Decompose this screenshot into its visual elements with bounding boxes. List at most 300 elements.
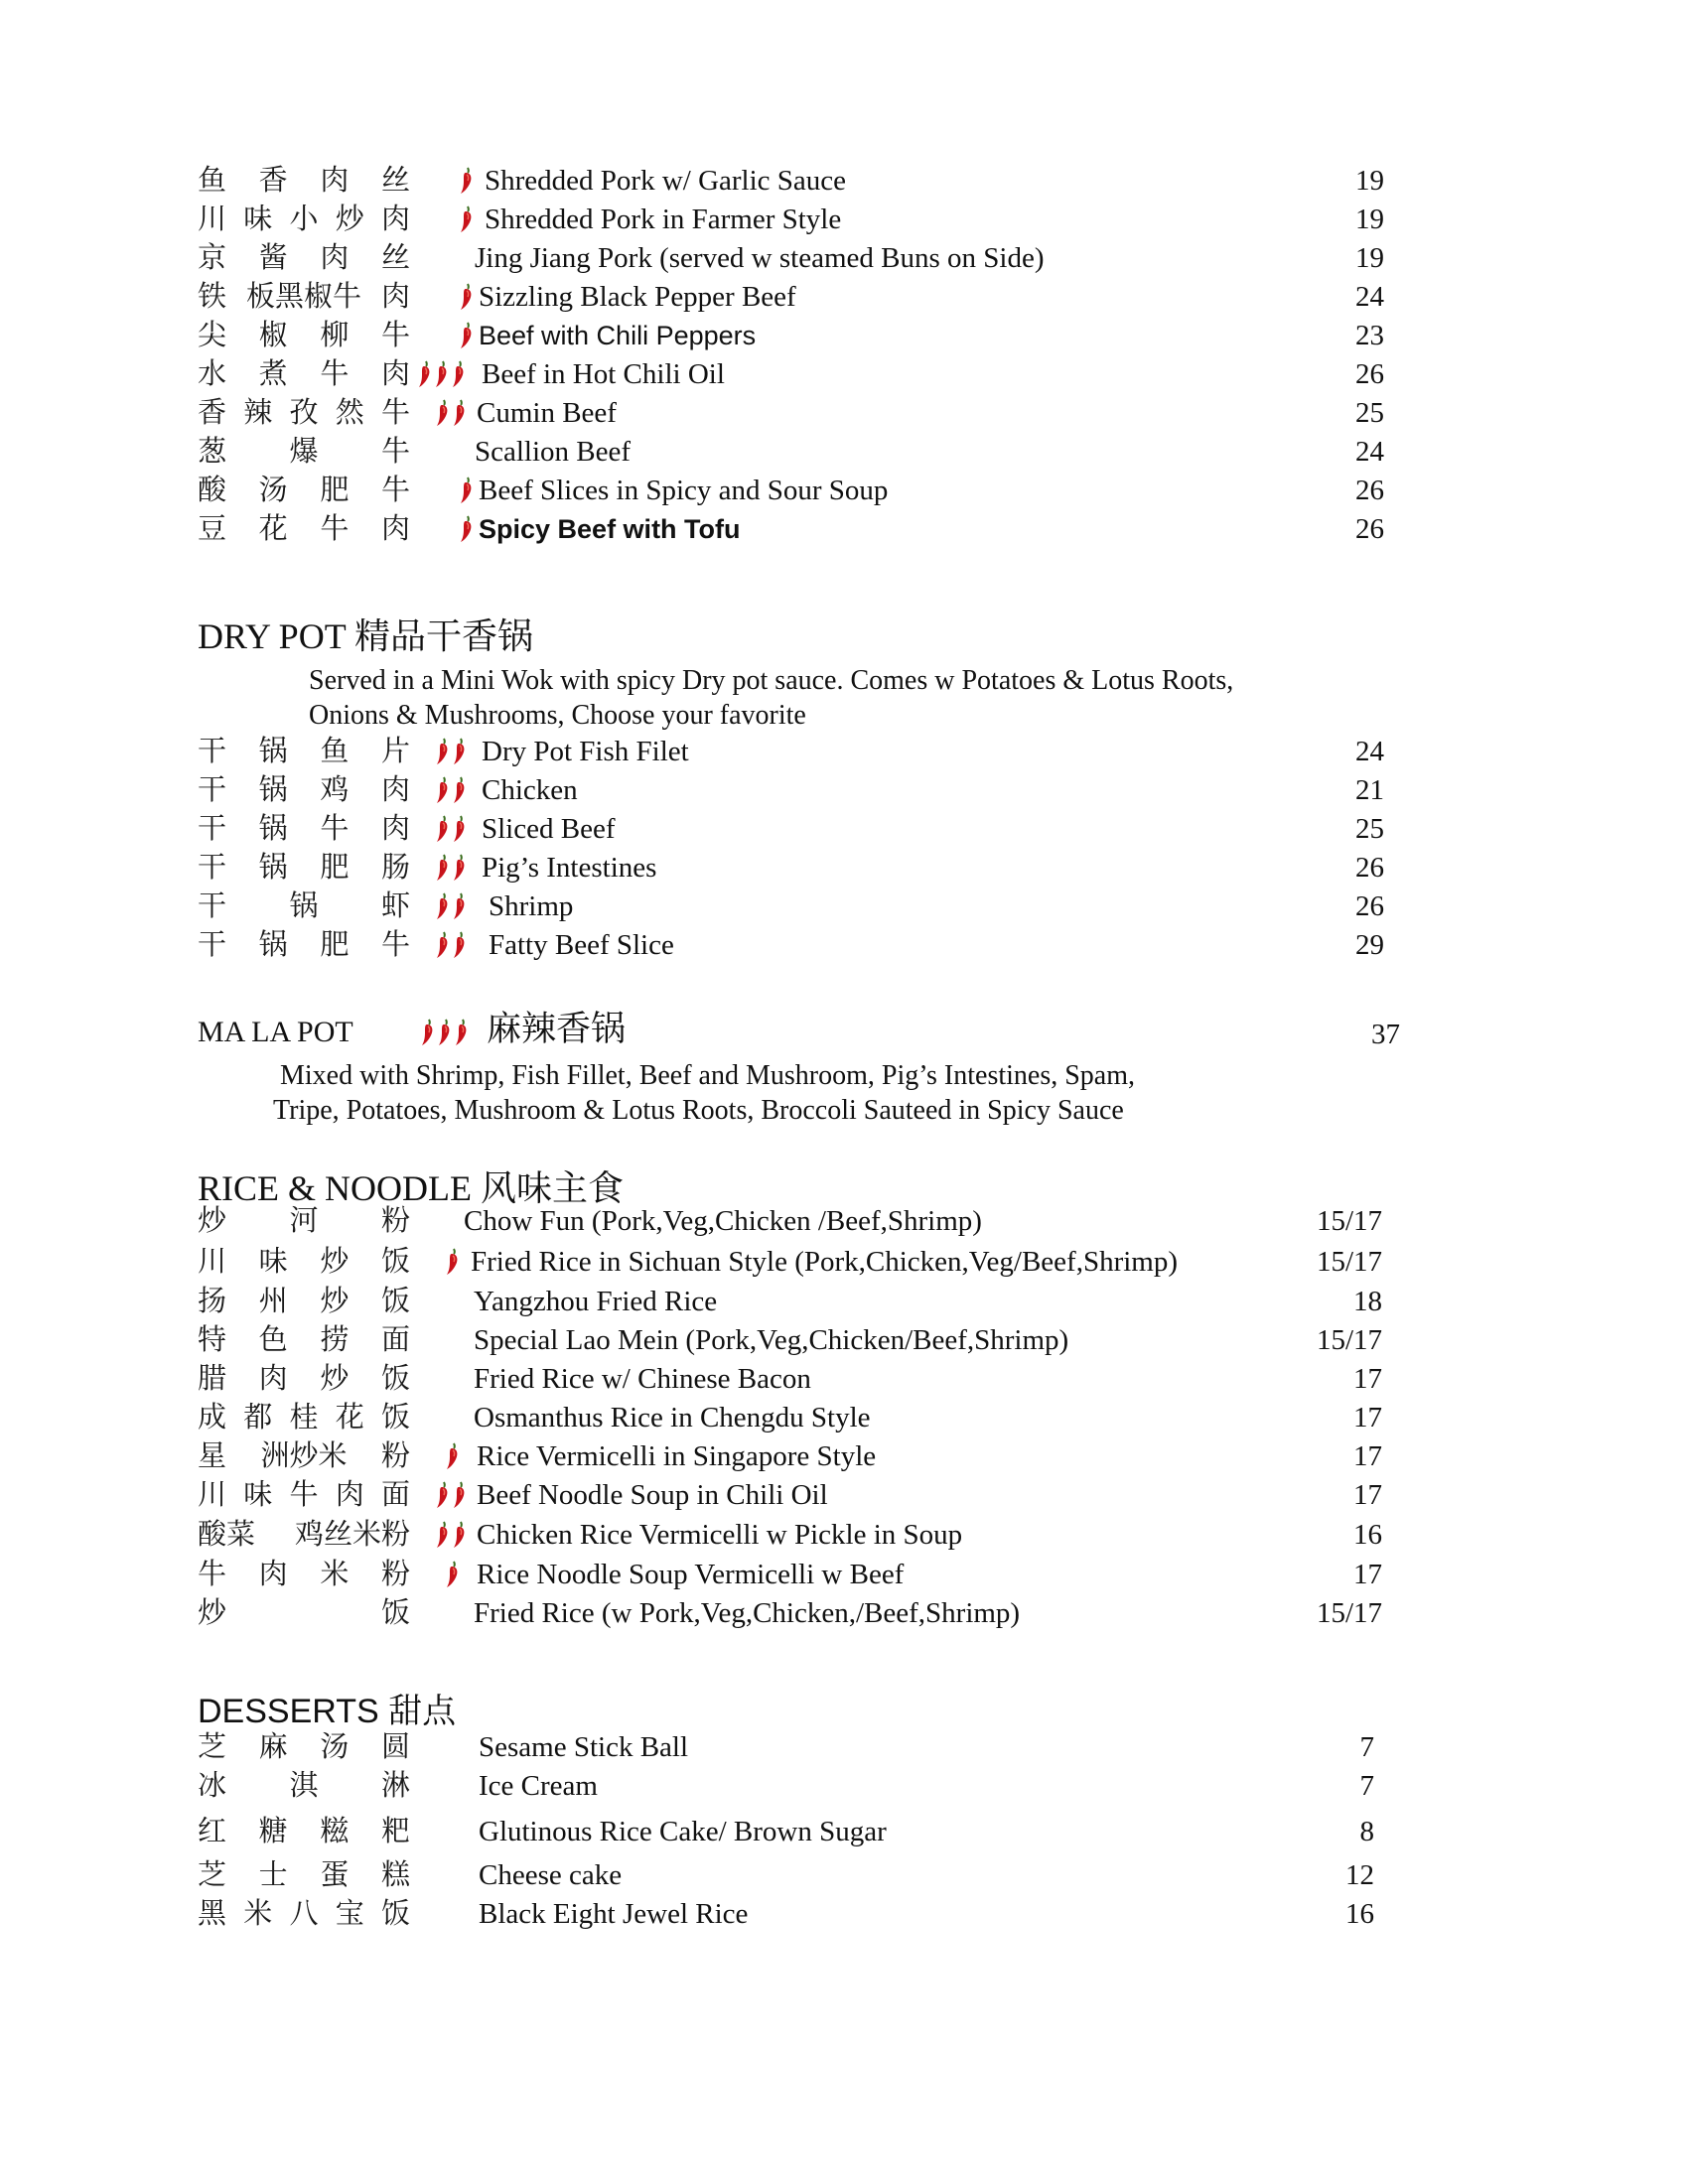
menu-item	[0, 1398, 1688, 1437]
item-chinese-name	[198, 1593, 410, 1633]
spice-level	[445, 1442, 460, 1470]
spice-level	[459, 322, 474, 349]
item-chinese-name	[198, 770, 410, 810]
item-chinese-name	[198, 354, 410, 394]
chinese-character: 汤	[258, 475, 288, 506]
chinese-character: 豆	[198, 513, 227, 545]
chinese-character: 香	[258, 165, 288, 197]
item-price: 19	[1355, 165, 1384, 197]
chili-pepper-icon	[459, 477, 474, 504]
spice-level	[435, 1481, 467, 1509]
item-chinese-name	[198, 1766, 410, 1806]
chili-pepper-icon	[435, 815, 450, 843]
chinese-character: 香	[198, 397, 227, 429]
chinese-character: 肥	[320, 852, 350, 884]
chinese-character: 扬	[198, 1286, 227, 1317]
item-price: 26	[1355, 852, 1384, 884]
chinese-character: 锅	[289, 890, 319, 922]
item-chinese-name	[198, 277, 410, 317]
chinese-character: 淇	[289, 1770, 319, 1802]
dry-pot-heading: DRY POT 精品干香锅	[198, 616, 534, 656]
menu-item	[0, 432, 1688, 472]
item-price: 8	[1359, 1816, 1374, 1847]
spice-level	[435, 1521, 467, 1549]
chinese-character: 川	[198, 1479, 227, 1511]
ma-la-pot-description-line: Mixed with Shrimp, Fish Fillet, Beef and Mushroom, Pig’s Intestines, Spam,	[280, 1060, 1135, 1091]
chinese-character: 捞	[320, 1324, 350, 1356]
item-chinese-name	[198, 809, 410, 849]
spice-level	[435, 399, 467, 427]
chinese-character: 炒	[198, 1205, 227, 1237]
chinese-character: 水	[198, 358, 227, 390]
item-english-name: Cumin Beef	[477, 397, 617, 429]
chili-pepper-icon	[451, 360, 466, 388]
item-price: 21	[1355, 774, 1384, 806]
chinese-character: 虾	[380, 890, 410, 922]
menu-item	[0, 1475, 1688, 1515]
menu-item	[0, 1320, 1688, 1360]
item-english-name: Black Eight Jewel Rice	[479, 1898, 749, 1930]
chinese-character: 粉	[380, 1440, 410, 1472]
chinese-character: 干	[198, 852, 227, 884]
chinese-character: 牛	[289, 1479, 319, 1511]
chinese-character: 红	[198, 1816, 227, 1847]
item-english-name: Scallion Beef	[475, 436, 632, 468]
menu-item	[0, 1282, 1688, 1321]
chinese-character: 川	[198, 1246, 227, 1278]
item-chinese-name	[198, 1812, 410, 1851]
chinese-character: 河	[289, 1205, 319, 1237]
item-price: 23	[1355, 320, 1384, 351]
chinese-character: 铁	[198, 281, 227, 313]
chili-pepper-icon	[452, 815, 467, 843]
item-chinese-name	[198, 887, 410, 926]
chinese-character: 牛	[320, 513, 350, 545]
chili-pepper-icon	[459, 167, 474, 195]
chinese-character: 柳	[320, 320, 350, 351]
item-chinese-name	[198, 732, 410, 771]
spice-level	[445, 1561, 460, 1588]
item-english-name: Cheese cake	[479, 1859, 623, 1891]
item-english-name: Shredded Pork w/ Garlic Sauce	[485, 165, 847, 197]
spice-level	[459, 515, 474, 543]
item-english-name: Rice Vermicelli in Singapore Style	[477, 1440, 877, 1472]
chinese-character: 肉	[380, 358, 410, 390]
chili-pepper-icon	[459, 205, 474, 233]
menu-item	[0, 238, 1688, 278]
chinese-character: 鸡	[320, 774, 350, 806]
chinese-character: 肥	[320, 475, 350, 506]
chinese-character: 肉	[258, 1559, 288, 1590]
chinese-character: 洲炒米	[260, 1440, 348, 1472]
spice-level	[417, 360, 466, 388]
chinese-character: 八	[289, 1898, 319, 1930]
chinese-character: 炒	[198, 1597, 227, 1629]
chili-pepper-icon	[435, 738, 450, 765]
ma-la-pot-description	[273, 1058, 1135, 1128]
item-price: 17	[1353, 1440, 1382, 1472]
menu-item	[0, 1515, 1688, 1555]
chili-pepper-icon	[459, 515, 474, 543]
chinese-character: 肉	[380, 813, 410, 845]
chinese-character: 黑	[198, 1898, 227, 1930]
chinese-character: 粉	[380, 1559, 410, 1590]
chinese-character: 粑	[380, 1816, 410, 1847]
ma-la-pot-price: 37	[1371, 1019, 1400, 1050]
spice-level	[435, 931, 467, 959]
chinese-character: 鸡丝米粉	[294, 1519, 410, 1551]
item-price: 17	[1353, 1363, 1382, 1395]
spice-level	[459, 283, 474, 311]
menu-item	[0, 1436, 1688, 1476]
menu-item	[0, 809, 1688, 849]
menu-item	[0, 200, 1688, 239]
chinese-character: 牛	[380, 929, 410, 961]
chili-pepper-icon	[454, 1019, 469, 1046]
chinese-character: 汤	[320, 1731, 350, 1763]
chinese-character: 川	[198, 204, 227, 235]
chinese-character: 成	[198, 1402, 227, 1433]
item-english-name: Shredded Pork in Farmer Style	[485, 204, 842, 235]
desserts-heading: DESSERTS 甜点	[198, 1693, 457, 1730]
item-english-name: Beef Noodle Soup in Chili Oil	[477, 1479, 828, 1511]
chili-pepper-icon	[452, 776, 467, 804]
chinese-character: 冰	[198, 1770, 227, 1802]
item-price: 26	[1355, 513, 1384, 545]
chinese-character: 牛	[380, 320, 410, 351]
item-english-name: Dry Pot Fish Filet	[482, 736, 689, 767]
chinese-character: 蛋	[320, 1859, 350, 1891]
chinese-character: 干	[198, 736, 227, 767]
menu-item	[0, 471, 1688, 510]
chinese-character: 星	[198, 1440, 227, 1472]
chili-pepper-icon	[435, 931, 450, 959]
menu-item	[0, 1593, 1688, 1633]
menu-item	[0, 887, 1688, 926]
chili-pepper-icon	[445, 1442, 460, 1470]
item-english-name: Sizzling Black Pepper Beef	[479, 281, 796, 313]
menu-item	[0, 1359, 1688, 1399]
menu-item	[0, 1242, 1688, 1282]
item-price: 15/17	[1316, 1205, 1382, 1237]
item-price: 17	[1353, 1402, 1382, 1433]
chinese-character: 花	[258, 513, 288, 545]
menu-item	[0, 925, 1688, 965]
chinese-character: 孜	[289, 397, 319, 429]
item-chinese-name	[198, 316, 410, 355]
item-english-name: Chow Fun (Pork,Veg,Chicken /Beef,Shrimp)	[464, 1205, 982, 1237]
chinese-character: 肉	[258, 1363, 288, 1395]
chili-pepper-icon	[437, 1019, 452, 1046]
chinese-character: 牛	[198, 1559, 227, 1590]
dry-pot-description	[309, 663, 1233, 733]
chinese-character: 丝	[380, 165, 410, 197]
item-english-name: Fried Rice in Sichuan Style (Pork,Chicken,Veg/Beef,Shrimp)	[471, 1246, 1179, 1278]
chili-pepper-icon	[452, 738, 467, 765]
menu-item	[0, 770, 1688, 810]
chinese-character: 肠	[380, 852, 410, 884]
chinese-character: 尖	[198, 320, 227, 351]
chinese-character: 都	[243, 1402, 273, 1433]
chinese-character: 煮	[258, 358, 288, 390]
ma-la-pot-description-line: Tripe, Potatoes, Mushroom & Lotus Roots, Broccoli Sauteed in Spicy Sauce	[273, 1095, 1124, 1126]
chinese-character: 酱	[258, 242, 288, 274]
ma-la-pot-row	[0, 1010, 1688, 1052]
chinese-character: 糕	[380, 1859, 410, 1891]
chinese-character: 色	[258, 1324, 288, 1356]
chili-pepper-icon	[435, 854, 450, 882]
chili-pepper-icon	[435, 399, 450, 427]
spice-level	[459, 477, 474, 504]
chili-pepper-icon	[452, 1521, 467, 1549]
chinese-character: 炒	[320, 1286, 350, 1317]
chinese-character: 辣	[243, 397, 273, 429]
item-chinese-name	[198, 200, 410, 239]
chinese-character: 饭	[380, 1286, 410, 1317]
menu-item	[0, 848, 1688, 887]
chinese-character: 桂	[289, 1402, 319, 1433]
item-price: 15/17	[1316, 1324, 1382, 1356]
chinese-character: 干	[198, 890, 227, 922]
item-english-name: Spicy Beef with Tofu	[479, 514, 741, 544]
item-chinese-name	[198, 1894, 410, 1934]
item-english-name: Yangzhou Fried Rice	[474, 1286, 718, 1317]
chinese-character: 饭	[380, 1246, 410, 1278]
item-price: 24	[1355, 436, 1384, 468]
item-chinese-name	[198, 1242, 410, 1282]
item-chinese-name	[198, 1282, 410, 1321]
chili-pepper-icon	[445, 1248, 460, 1276]
item-english-name: Ice Cream	[479, 1770, 598, 1802]
chili-pepper-icon	[435, 1521, 450, 1549]
item-chinese-name	[198, 393, 410, 433]
chinese-character: 锅	[258, 813, 288, 845]
item-english-name: Rice Noodle Soup Vermicelli w Beef	[477, 1559, 905, 1590]
menu-item	[0, 277, 1688, 317]
chinese-character: 味	[243, 1479, 273, 1511]
spice-level	[445, 1248, 460, 1276]
chinese-character: 锅	[258, 929, 288, 961]
chinese-character: 米	[320, 1559, 350, 1590]
chinese-character: 锅	[258, 736, 288, 767]
menu-item	[0, 161, 1688, 201]
menu-item	[0, 732, 1688, 771]
chinese-character: 米	[243, 1898, 273, 1930]
item-chinese-name	[198, 1436, 410, 1476]
spice-level	[435, 776, 467, 804]
chili-pepper-icon	[452, 854, 467, 882]
chinese-character: 鱼	[320, 736, 350, 767]
chinese-character: 锅	[258, 852, 288, 884]
item-price: 19	[1355, 204, 1384, 235]
chinese-character: 干	[198, 929, 227, 961]
menu-item	[0, 1201, 1688, 1241]
chinese-character: 士	[258, 1859, 288, 1891]
item-english-name: Chicken Rice Vermicelli w Pickle in Soup	[477, 1519, 963, 1551]
item-price: 16	[1353, 1519, 1382, 1551]
chinese-character: 椒	[258, 320, 288, 351]
chinese-character: 麻	[258, 1731, 288, 1763]
item-price: 26	[1355, 475, 1384, 506]
item-english-name: Beef in Hot Chili Oil	[482, 358, 725, 390]
menu-item	[0, 509, 1688, 549]
chinese-character: 牛	[380, 475, 410, 506]
chinese-character: 丝	[380, 242, 410, 274]
chinese-character: 牛	[320, 813, 350, 845]
ma-la-pot-title-zh: 麻辣香锅	[487, 1010, 627, 1048]
spice-level	[435, 854, 467, 882]
item-price: 19	[1355, 242, 1384, 274]
chili-pepper-icon	[420, 1019, 435, 1046]
chinese-character: 面	[380, 1324, 410, 1356]
chinese-character: 锅	[258, 774, 288, 806]
item-price: 26	[1355, 358, 1384, 390]
chinese-character: 肥	[320, 929, 350, 961]
chinese-character: 牛	[320, 358, 350, 390]
chili-pepper-icon	[445, 1561, 460, 1588]
menu-item	[0, 393, 1688, 433]
item-chinese-name	[198, 161, 410, 201]
chili-pepper-icon	[452, 892, 467, 920]
chinese-character: 炒	[320, 1363, 350, 1395]
chinese-character: 味	[243, 204, 273, 235]
item-chinese-name	[198, 1201, 410, 1241]
menu-item	[0, 1855, 1688, 1895]
item-price: 24	[1355, 736, 1384, 767]
chinese-character: 酸菜	[198, 1519, 256, 1551]
chinese-character: 肉	[320, 165, 350, 197]
menu-item	[0, 1766, 1688, 1806]
chinese-character: 酸	[198, 475, 227, 506]
menu-item	[0, 1894, 1688, 1934]
item-chinese-name	[198, 1475, 410, 1515]
item-english-name: Shrimp	[489, 890, 574, 922]
menu-item	[0, 1555, 1688, 1594]
chili-pepper-icon	[452, 931, 467, 959]
chinese-character: 干	[198, 813, 227, 845]
chili-pepper-icon	[435, 1481, 450, 1509]
menu-item	[0, 1812, 1688, 1851]
rice-noodle-heading: RICE & NOODLE 风味主食	[198, 1168, 624, 1208]
chili-pepper-icon	[417, 360, 432, 388]
chinese-character: 淋	[380, 1770, 410, 1802]
item-chinese-name	[198, 1727, 410, 1767]
chinese-character: 饭	[380, 1363, 410, 1395]
chinese-character: 葱	[198, 436, 227, 468]
item-chinese-name	[198, 1855, 410, 1895]
chinese-character: 糍	[320, 1816, 350, 1847]
item-english-name: Chicken	[482, 774, 578, 806]
spice-level	[420, 1019, 469, 1046]
item-price: 17	[1353, 1559, 1382, 1590]
chili-pepper-icon	[435, 892, 450, 920]
item-price: 15/17	[1316, 1597, 1382, 1629]
chinese-character: 板黑椒牛	[245, 281, 361, 313]
item-chinese-name	[198, 848, 410, 887]
spice-level	[459, 167, 474, 195]
chinese-character: 片	[380, 736, 410, 767]
chinese-character: 肉	[380, 774, 410, 806]
chili-pepper-icon	[459, 322, 474, 349]
menu-item	[0, 316, 1688, 355]
item-price: 7	[1359, 1770, 1374, 1802]
chili-pepper-icon	[452, 399, 467, 427]
item-price: 25	[1355, 397, 1384, 429]
ma-la-pot-title: MA LA POT	[198, 1016, 353, 1048]
item-english-name: Osmanthus Rice in Chengdu Style	[474, 1402, 871, 1433]
dry-pot-description-line: Served in a Mini Wok with spicy Dry pot sauce. Comes w Potatoes & Lotus Roots,	[309, 665, 1234, 696]
item-chinese-name	[198, 1555, 410, 1594]
chinese-character: 然	[335, 397, 364, 429]
item-chinese-name	[198, 1515, 410, 1555]
chinese-character: 面	[380, 1479, 410, 1511]
chili-pepper-icon	[434, 360, 449, 388]
chinese-character: 炒	[335, 204, 364, 235]
chili-pepper-icon	[459, 283, 474, 311]
chili-pepper-icon	[452, 1481, 467, 1509]
item-price: 26	[1355, 890, 1384, 922]
chinese-character: 牛	[380, 397, 410, 429]
item-price: 7	[1359, 1731, 1374, 1763]
item-chinese-name	[198, 1398, 410, 1437]
item-price: 24	[1355, 281, 1384, 313]
item-english-name: Pig’s Intestines	[482, 852, 657, 884]
spice-level	[435, 738, 467, 765]
item-chinese-name	[198, 925, 410, 965]
chinese-character: 牛	[380, 436, 410, 468]
chinese-character: 干	[198, 774, 227, 806]
dry-pot-description-line: Onions & Mushrooms, Choose your favorite	[309, 700, 806, 731]
item-price: 25	[1355, 813, 1384, 845]
chinese-character: 宝	[335, 1898, 364, 1930]
chinese-character: 花	[335, 1402, 364, 1433]
chinese-character: 饭	[380, 1402, 410, 1433]
item-chinese-name	[198, 509, 410, 549]
chinese-character: 小	[289, 204, 319, 235]
item-english-name: Fatty Beef Slice	[489, 929, 674, 961]
chinese-character: 肉	[320, 242, 350, 274]
item-chinese-name	[198, 432, 410, 472]
chinese-character: 肉	[335, 1479, 364, 1511]
chinese-character: 饭	[380, 1597, 410, 1629]
chinese-character: 芝	[198, 1731, 227, 1763]
chili-pepper-icon	[435, 776, 450, 804]
chinese-character: 州	[258, 1286, 288, 1317]
item-price: 16	[1345, 1898, 1374, 1930]
chinese-character: 鱼	[198, 165, 227, 197]
chinese-character: 饭	[380, 1898, 410, 1930]
item-chinese-name	[198, 471, 410, 510]
item-price: 12	[1345, 1859, 1374, 1891]
menu-item	[0, 1727, 1688, 1767]
item-price: 18	[1353, 1286, 1382, 1317]
item-english-name: Sliced Beef	[482, 813, 616, 845]
spice-level	[459, 205, 474, 233]
spice-level	[435, 815, 467, 843]
chinese-character: 京	[198, 242, 227, 274]
item-english-name: Glutinous Rice Cake/ Brown Sugar	[479, 1816, 887, 1847]
item-english-name: Jing Jiang Pork (served w steamed Buns on Side)	[475, 242, 1045, 274]
chinese-character: 特	[198, 1324, 227, 1356]
item-chinese-name	[198, 1359, 410, 1399]
chinese-character: 味	[258, 1246, 288, 1278]
item-price: 29	[1355, 929, 1384, 961]
menu-item	[0, 354, 1688, 394]
item-english-name: Special Lao Mein (Pork,Veg,Chicken/Beef,Shrimp)	[474, 1324, 1069, 1356]
item-chinese-name	[198, 238, 410, 278]
item-english-name: Fried Rice (w Pork,Veg,Chicken,/Beef,Shrimp)	[474, 1597, 1021, 1629]
chinese-character: 肉	[380, 513, 410, 545]
